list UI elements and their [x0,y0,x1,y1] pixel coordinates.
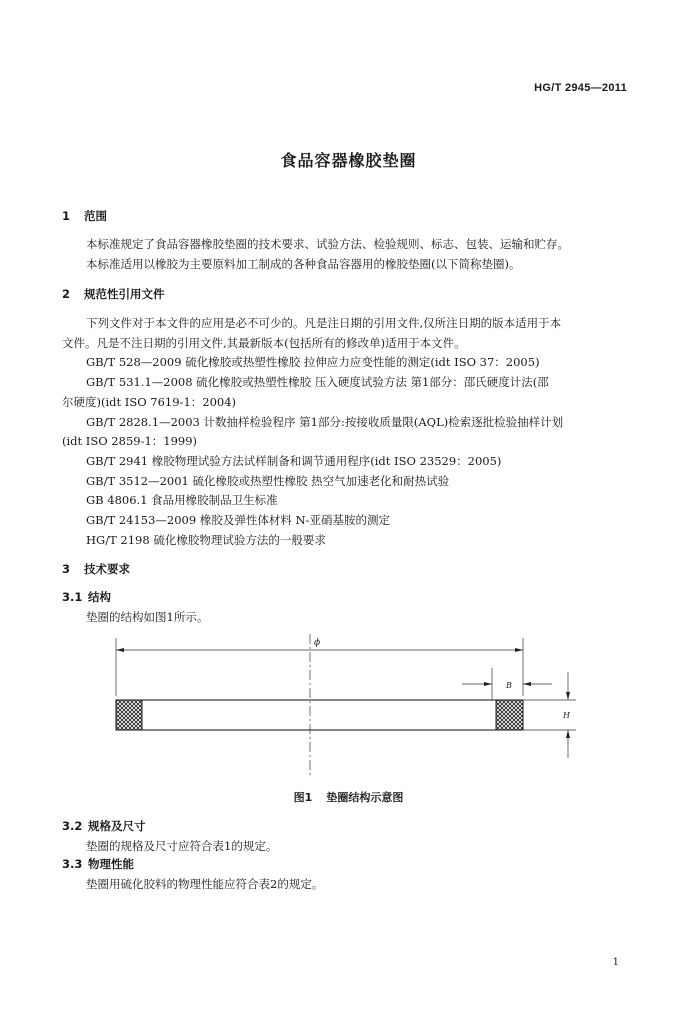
ref-gb4806: GB 4806.1 食品用橡胶制品卫生标准 [86,493,278,507]
arrow-head [116,648,124,652]
scope-line-1: 本标准规定了食品容器橡胶垫圈的技术要求、试验方法、检验规则、标志、包装、运输和贮存。 [86,237,569,251]
section-number: 3 [62,562,71,576]
section-title: 范围 [84,209,107,223]
arrow-head [523,682,531,686]
ref-gb528: GB/T 528—2009 硫化橡胶或热塑性橡胶 拉伸应力应变性能的测定(idt ISO 37：2005) [86,355,540,369]
section-3-heading [62,561,130,577]
arrow-head [484,682,492,686]
gasket-diagram [100,630,590,780]
section-2-heading [62,286,165,302]
arrow-head [566,730,570,738]
ref-gb2828-line-1: GB/T 2828.1—2003 计数抽样检验程序 第1部分:按接收质量限(AQL)检索逐批检验抽样计划 [86,415,564,429]
physical-properties-text: 垫圈用硫化胶料的物理性能应符合表2的规定。 [86,877,324,891]
b-label: B [506,681,512,690]
section-title: 物理性能 [88,857,134,871]
section-title: 规格及尺寸 [88,819,146,833]
ref-gb2941: GB/T 2941 橡胶物理试验方法试样制备和调节通用程序(idt ISO 23529：2005) [86,454,502,468]
arrow-head [515,648,523,652]
arrow-head [566,692,570,700]
section-3-2-heading [62,818,146,834]
ref-gb531-line-2: 尔硬度)(idt ISO 7619-1：2004) [62,395,237,409]
page-number: 1 [612,957,619,968]
refs-intro-line-2: 文件。凡是不注日期的引用文件,其最新版本(包括所有的修改单)适用于本文件。 [62,336,466,350]
section-3-3-heading [62,856,134,872]
section-number: 3.3 [62,857,83,871]
standard-code: HG/T 2945—2011 [534,82,627,94]
section-number: 2 [62,287,71,301]
figure-number: 图1 [293,791,313,804]
ref-gb24153: GB/T 24153—2009 橡胶及弹性体材料 N-亚硝基胺的测定 [86,513,390,527]
refs-intro-line-1: 下列文件对于本文件的应用是必不可少的。凡是注日期的引用文件,仅所注日期的版本适用于本 [86,316,562,330]
size-text: 垫圈的规格及尺寸应符合表1的规定。 [86,839,278,853]
section-1-heading [62,208,107,224]
section-3-1-heading [62,589,111,605]
gasket-outline [116,700,523,730]
figure-caption-text: 垫圈结构示意图 [326,791,404,804]
ref-gb3512: GB/T 3512—2001 硫化橡胶或热塑性橡胶 热空气加速老化和耐热试验 [86,474,450,488]
section-number: 3.1 [62,590,83,604]
page-title: 食品容器橡胶垫圈 [280,151,417,170]
section-number: 1 [62,209,71,223]
section-title: 技术要求 [84,562,130,576]
scope-line-2: 本标准适用以橡胶为主要原料加工制成的各种食品容器用的橡胶垫圈(以下简称垫圈)。 [86,257,521,271]
h-label: H [563,711,570,720]
section-title: 结构 [88,590,111,604]
ref-hg2198: HG/T 2198 硫化橡胶物理试验方法的一般要求 [86,533,326,547]
structure-text: 垫圈的结构如图1所示。 [86,610,209,624]
phi-label: ϕ [314,638,321,648]
gasket-section-left [116,700,142,730]
section-title: 规范性引用文件 [84,287,165,301]
figure-caption [0,789,697,805]
ref-gb531-line-1: GB/T 531.1—2008 硫化橡胶或热塑性橡胶 压入硬度试验方法 第1部分：邵氏硬度计法(邵 [86,375,549,389]
gasket-section-right [496,700,523,730]
ref-gb2828-line-2: (idt ISO 2859-1：1999) [62,434,198,448]
section-number: 3.2 [62,819,83,833]
